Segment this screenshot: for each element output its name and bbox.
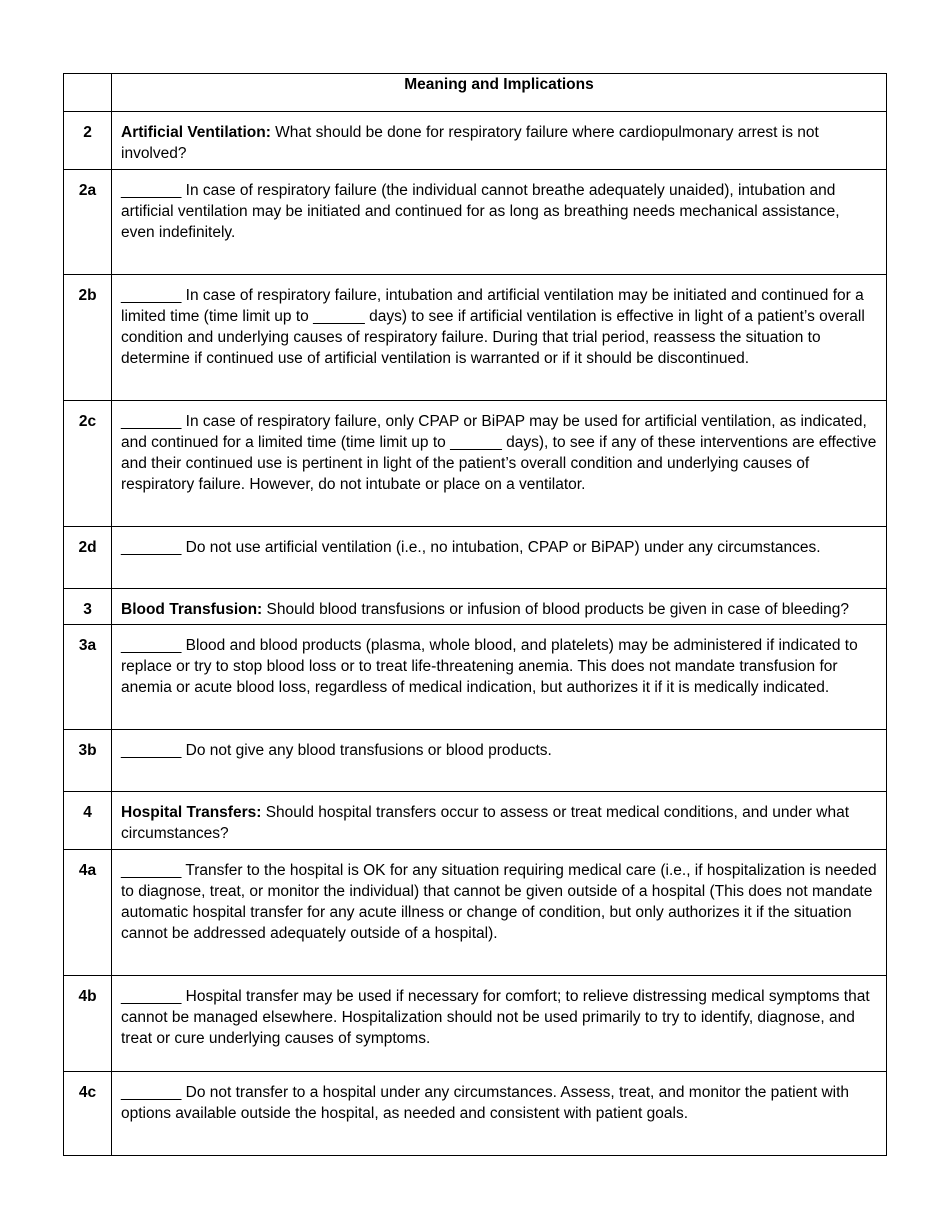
option-cell [112,850,887,976]
initial-blank[interactable]: _______ [121,287,182,304]
question-text: Should hospital transfers occur to assess or treat medical conditions, and under what circumstances? [121,804,849,842]
option-text: In case of respiratory failure (the individual cannot breathe adequately unaided), intubation and artificial ventilation may be initiated and continued for as long as breathing needs mechanical assistance, even indefinitely. [121,182,840,241]
initial-blank[interactable]: _______ [121,413,182,430]
question-title: Blood Transfusion: [121,601,263,618]
row-number: 3a [64,625,112,730]
option-cell [112,170,887,275]
option-text: Hospital transfer may be used if necessary for comfort; to relieve distressing medical symptoms that cannot be managed elsewhere. Hospitalization should not be used primarily to try to identify, diagnose, and treat or cure underlying causes of symptoms. [121,988,870,1047]
question-title: Hospital Transfers: [121,804,262,821]
table-row [64,170,887,275]
header-title: Meaning and Implications [112,74,887,112]
row-number: 4 [64,792,112,850]
row-number: 4c [64,1072,112,1156]
meaning-implications-table [63,73,887,1156]
question-text: Should blood transfusions or infusion of blood products be given in case of bleeding? [262,601,850,618]
option-cell [112,1072,887,1156]
option-cell [112,401,887,527]
table-row [64,401,887,527]
question-title: Artificial Ventilation: [121,124,271,141]
initial-blank[interactable]: _______ [121,637,182,654]
table-header-row [64,74,887,112]
initial-blank[interactable]: _______ [121,1084,182,1101]
table-row [64,275,887,401]
table-row [64,730,887,792]
initial-blank[interactable]: _______ [121,182,182,199]
table-row [64,527,887,589]
table-row [64,792,887,850]
option-text: In case of respiratory failure, intubation and artificial ventilation may be initiated and continued for a limited time (time limit up to ______ days) to see if artificial ventilation is effective in light of a patient’s overall condition and underlying causes of respiratory failure. During that trial period, reassess the situation to determine if continued use of artificial ventilation is warranted or if it should be discontinued. [121,287,865,367]
option-cell [112,527,887,589]
table-row [64,850,887,976]
table-row [64,625,887,730]
row-number: 2 [64,112,112,170]
option-text: In case of respiratory failure, only CPAP or BiPAP may be used for artificial ventilation, as indicated, and continued for a limited time (time limit up to ______ days), to see if any of these interventions are effective and their continued use is pertinent in light of the patient’s overall condition and underlying causes of respiratory failure. However, do not intubate or place on a ventilator. [121,413,877,493]
option-text: Do not transfer to a hospital under any circumstances. Assess, treat, and monitor the patient with options available outside the hospital, as needed and consistent with patient goals. [121,1084,850,1122]
option-text: Transfer to the hospital is OK for any situation requiring medical care (i.e., if hospitalization is needed to diagnose, treat, or monitor the individual) that cannot be given outside of a hospital (This does not mandate automatic hospital transfer for any acute illness or change of condition, but only authorizes it if the situation cannot be addressed adequately outside of a hospital). [121,862,877,942]
option-cell [112,275,887,401]
initial-blank[interactable]: _______ [121,539,182,556]
row-number: 3 [64,589,112,625]
option-text: Blood and blood products (plasma, whole blood, and platelets) may be administered if indicated to replace or try to stop blood loss or to treat life-threatening anemia. This does not mandate transfusion for anemia or acute blood loss, regardless of medical indication, but authorizes it if it is medically indicated. [121,637,858,696]
header-num-cell [64,74,112,112]
row-number: 2a [64,170,112,275]
table-row [64,589,887,625]
option-cell [112,730,887,792]
question-cell [112,112,887,170]
question-text: What should be done for respiratory failure where cardiopulmonary arrest is not involved? [121,124,819,162]
row-number: 2b [64,275,112,401]
initial-blank[interactable]: _______ [121,742,182,759]
table-row [64,1072,887,1156]
row-number: 4b [64,976,112,1072]
option-text: Do not use artificial ventilation (i.e., no intubation, CPAP or BiPAP) under any circumstances. [181,539,821,556]
row-number: 3b [64,730,112,792]
question-cell [112,589,887,625]
row-number: 2c [64,401,112,527]
option-cell [112,625,887,730]
table-row [64,976,887,1072]
question-cell [112,792,887,850]
option-cell [112,976,887,1072]
initial-blank[interactable]: _______ [121,862,182,879]
table-row [64,112,887,170]
row-number: 2d [64,527,112,589]
option-text: Do not give any blood transfusions or blood products. [181,742,552,759]
row-number: 4a [64,850,112,976]
initial-blank[interactable]: _______ [121,988,182,1005]
